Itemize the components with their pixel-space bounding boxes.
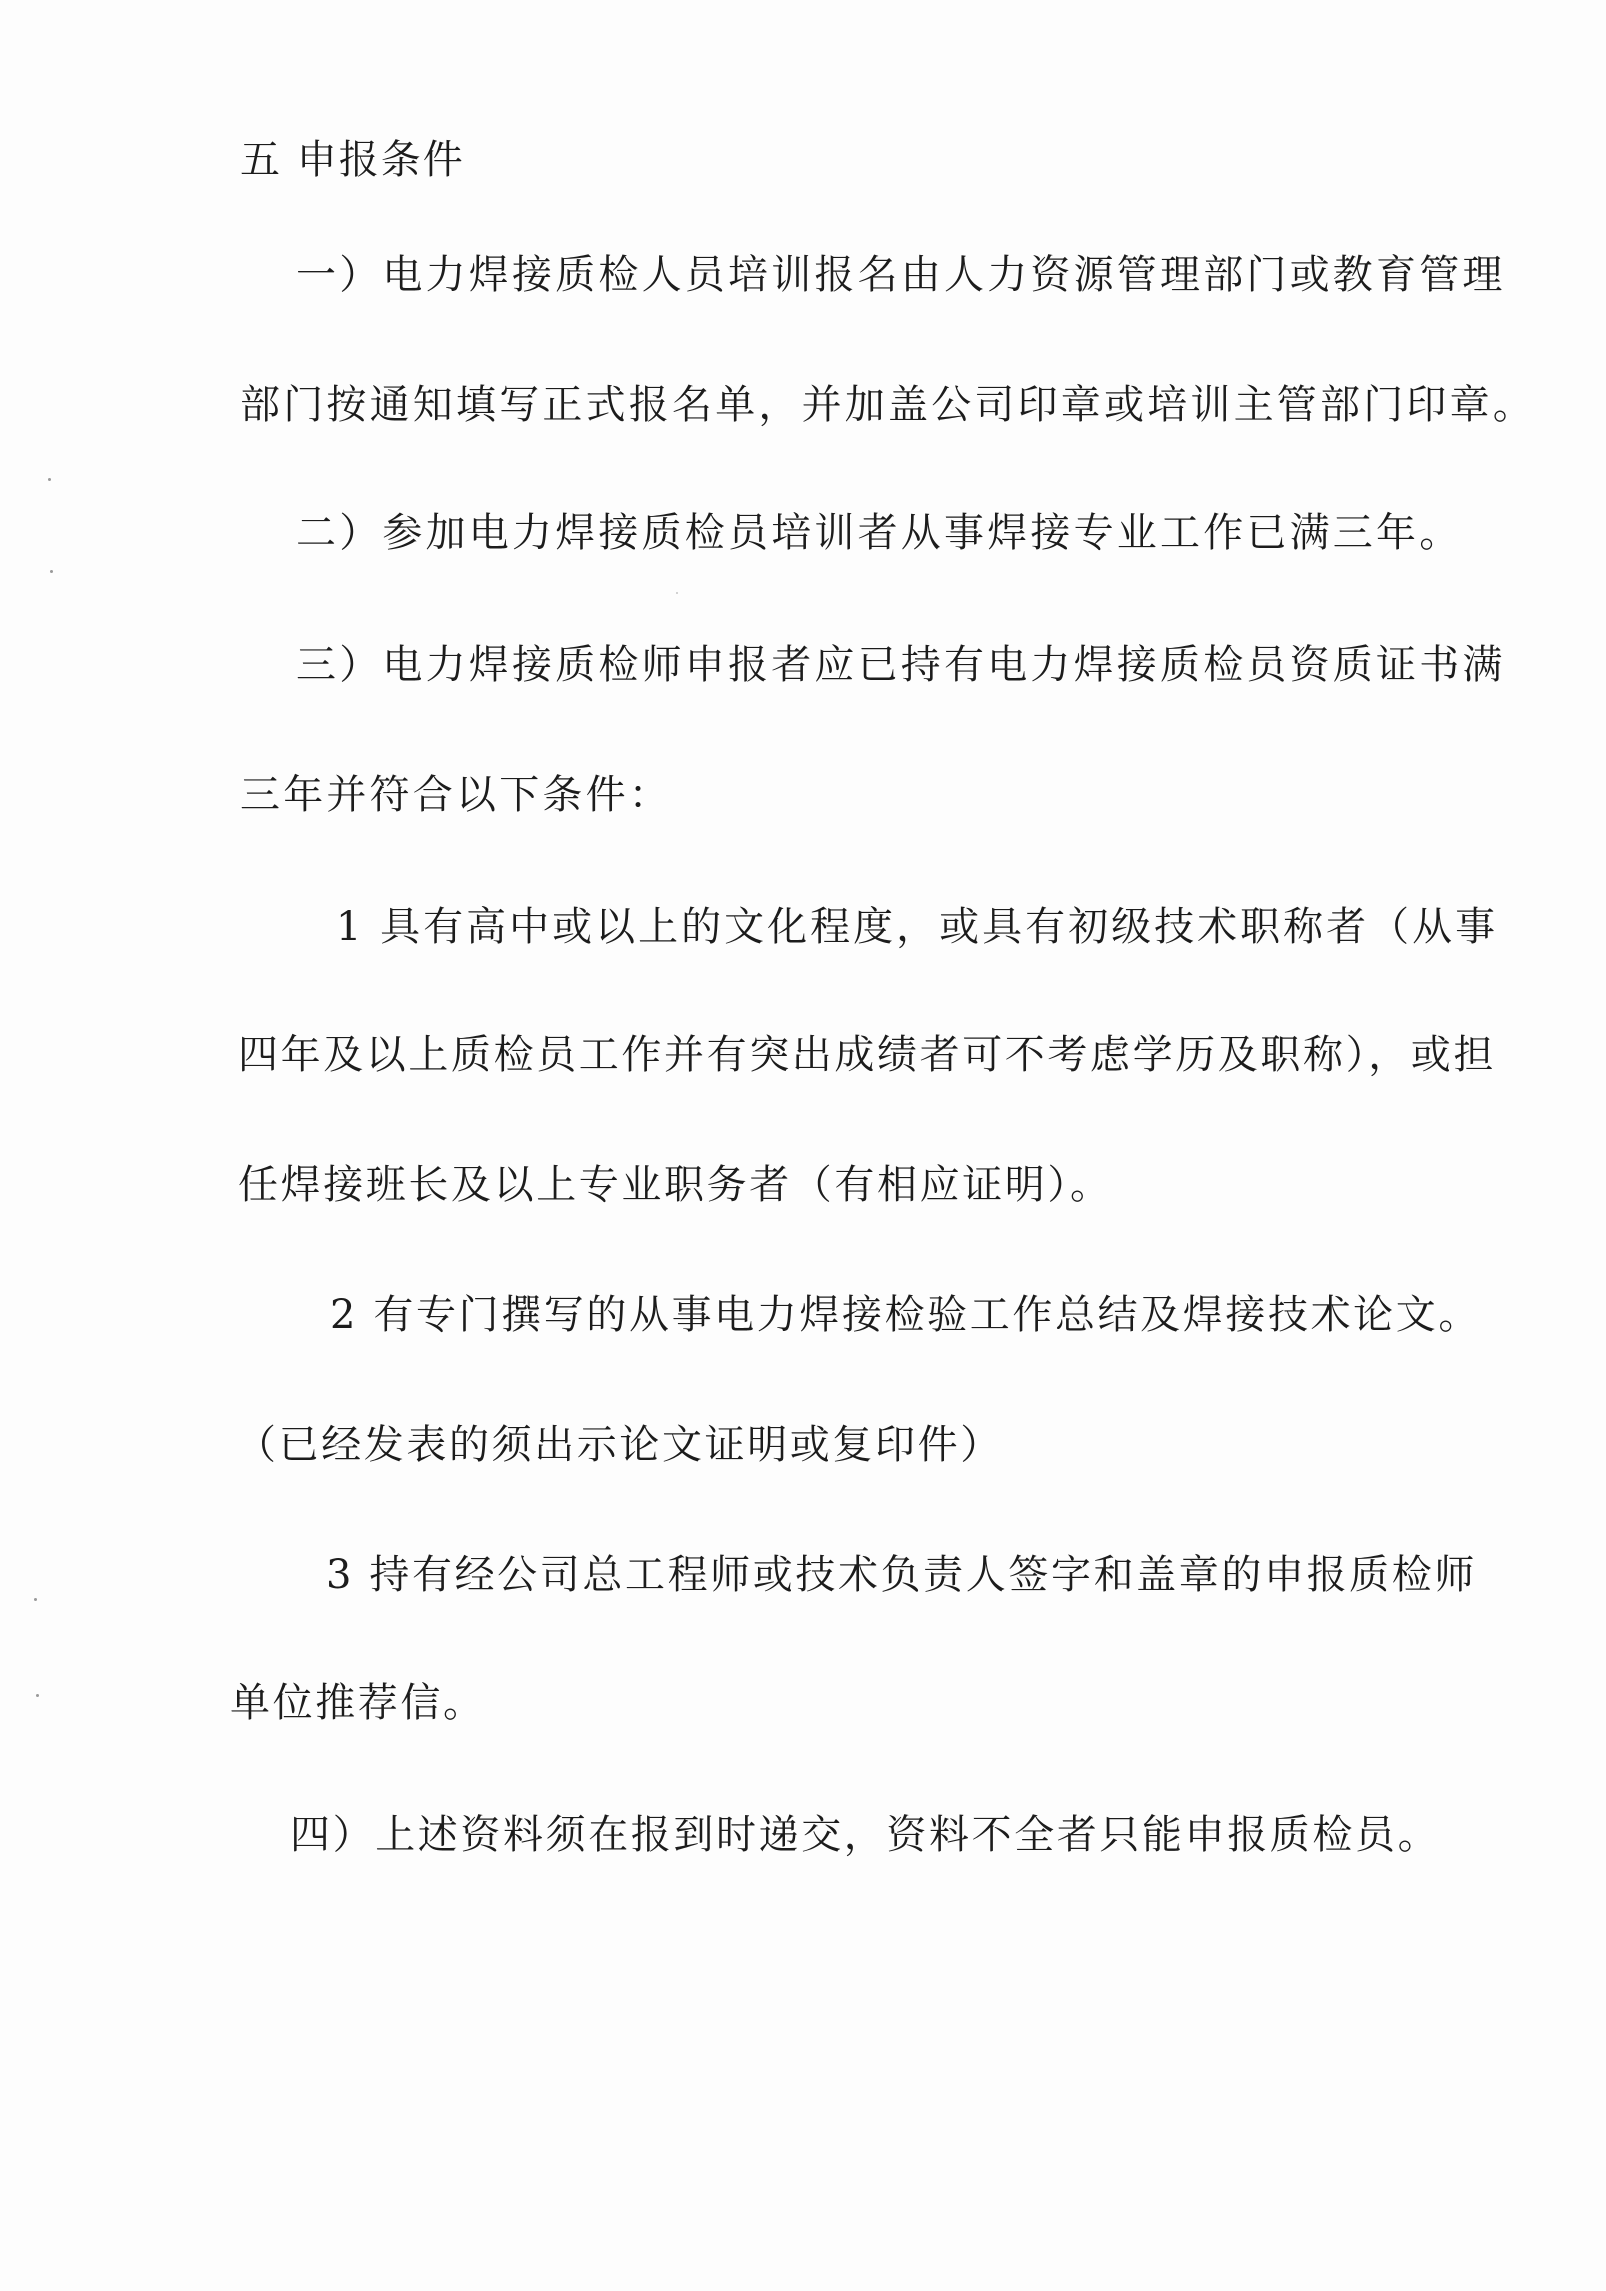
paragraph-3-line-1: 三）电力焊接质检师申报者应已持有电力焊接质检员资质证书满 <box>296 642 1506 688</box>
scan-speck <box>36 1694 39 1697</box>
paragraph-2-line-1: 二）参加电力焊接质检员培训者从事焊接专业工作已满三年。 <box>296 510 1463 556</box>
scan-speck <box>50 570 53 573</box>
item-3-line-1: 3 持有经公司总工程师或技术负责人签字和盖章的申报质检师 <box>326 1552 1477 1598</box>
paragraph-1-line-1: 一）电力焊接质检人员培训报名由人力资源管理部门或教育管理 <box>296 252 1506 298</box>
scan-speck <box>48 478 51 481</box>
item-1-line-1: 1 具有高中或以上的文化程度，或具有初级技术职称者（从事 <box>336 904 1499 950</box>
paragraph-3-line-2: 三年并符合以下条件： <box>240 772 672 818</box>
section-heading: 五 申报条件 <box>240 137 465 183</box>
paragraph-1-line-2: 部门按通知填写正式报名单，并加盖公司印章或培训主管部门印章。 <box>240 382 1536 428</box>
item-2-line-2: （已经发表的须出示论文证明或复印件） <box>236 1422 1003 1468</box>
item-3-line-2: 单位推荐信。 <box>230 1680 486 1726</box>
scan-speck <box>34 1598 37 1601</box>
item-2-line-1: 2 有专门撰写的从事电力焊接检验工作总结及焊接技术论文。 <box>330 1292 1481 1338</box>
paragraph-4-line-1: 四）上述资料须在报到时递交，资料不全者只能申报质检员。 <box>290 1812 1441 1858</box>
scan-speck <box>676 592 678 594</box>
item-1-line-3: 任焊接班长及以上专业职务者（有相应证明）。 <box>238 1162 1113 1208</box>
item-1-line-2: 四年及以上质检员工作并有突出成绩者可不考虑学历及职称），或担 <box>238 1032 1496 1078</box>
